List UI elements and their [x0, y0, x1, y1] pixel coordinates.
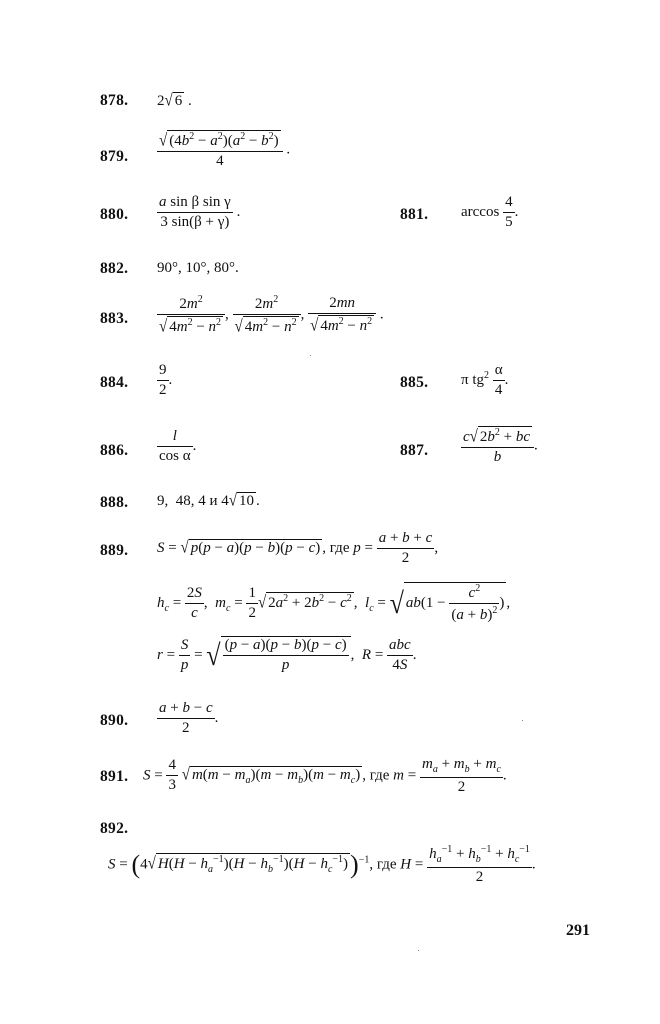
problem-number-888: 888. — [100, 494, 129, 511]
problem-number-882: 882. — [100, 260, 129, 277]
answer-886: $\frac{l}{\text{cos α}}$ . — [159, 428, 197, 465]
answer-885: π $tg^2$ $\frac{\alpha}{4}$ . — [461, 362, 509, 399]
answer-882: 90°, 10°, 80°. — [157, 260, 239, 276]
scan-speck — [522, 720, 523, 721]
scan-speck — [418, 950, 419, 951]
answer-881: arccos $\frac{4}{5}$ . — [461, 194, 519, 231]
word-gde: где — [329, 540, 350, 557]
answer-891: S = $\frac{4}{3}$ √ $m(m - m_a)(m - m_b)(m - m_c)$ , где m = $\frac{m_a + m_b + m_c}{2}$ . — [143, 756, 507, 795]
sin-word: sin — [170, 194, 188, 210]
problem-number-891: 891. — [100, 768, 129, 785]
arccos-word: arccos — [461, 204, 500, 221]
answer-878: 2√ 6 . — [157, 91, 192, 111]
answer-887: $\frac{c√ 2b^2 + bc}{b}$ . — [463, 427, 538, 466]
cos-word: cos — [159, 448, 179, 465]
sin-word: sin — [171, 214, 190, 231]
answer-880: $\frac{\text{a sin β sin γ}}{3 \sin(\beta + \gamma)}$ . — [159, 194, 241, 231]
answer-890: $\frac{a + b - c}{2}$ . — [159, 700, 219, 737]
sin-word: sin — [202, 194, 221, 210]
problem-number-880: 880. — [100, 206, 129, 223]
problem-number-892: 892. — [100, 820, 129, 837]
problem-number-884: 884. — [100, 374, 129, 391]
problem-number-885: 885. — [400, 374, 429, 391]
problem-number-879: 879. — [100, 148, 129, 165]
problem-number-878: 878. — [100, 92, 129, 109]
word-gde: где — [369, 767, 390, 784]
page-number: 291 — [566, 922, 590, 939]
answer-879: $\frac{√ (4b^2 - a^2)(a^2 - b^2)}{4}$ . — [159, 131, 291, 170]
problem-number-883: 883. — [100, 310, 129, 327]
answer-883: $\frac{2m^2}{√ 4m^2 - n^2}$ , $\frac{2m^2}{√ 4m^2 - n^2}$ , $\frac{2mn}{√ 4m^2 - n^2}$ . — [159, 294, 384, 337]
problem-number-886: 886. — [100, 442, 129, 459]
tg-word: tg — [472, 372, 484, 389]
word-gde: где — [376, 856, 397, 873]
answer-889-line2: $h_c$ = $\frac{2S}{c}$ , $m_c$ = $\frac{1}{2}$ √ $2a^2 + 2b^2 - c^2$ , $l_c$ = √ ab(1 − $\frac{c^2}{(a + b)^2}$ ) , — [157, 583, 511, 624]
answer-889-line1: S = √ p(p − a)(p − b)(p − c) , где p = $\frac{a + b + c}{2}$ , — [157, 530, 439, 567]
problem-number-881: 881. — [400, 206, 429, 223]
conj-i: и — [209, 493, 218, 509]
answer-888: 9, 48, 4 и 4√ 10 . — [157, 491, 260, 511]
answer-889-line3: r = $\frac{S}{p}$ = √ $\frac{(p - a)(p - b)(p - c)}{p}$ , R = $\frac{\text{abc}}{4S}$ . — [157, 637, 417, 674]
scan-speck — [310, 355, 311, 356]
problem-number-889: 889. — [100, 542, 129, 559]
answer-892: S = (4√ $H(H - h_a^{-1})(H - h_b^{-1})(H - h_c^{-1}))^{-1}$, где H = $\frac{h_a^{-1} + h_b^{-1} + h_c^{-1}}{2}$ . — [108, 844, 536, 885]
problem-number-890: 890. — [100, 712, 129, 729]
problem-number-887: 887. — [400, 442, 429, 459]
answer-884: $\frac{9}{2}$ . — [159, 362, 173, 399]
